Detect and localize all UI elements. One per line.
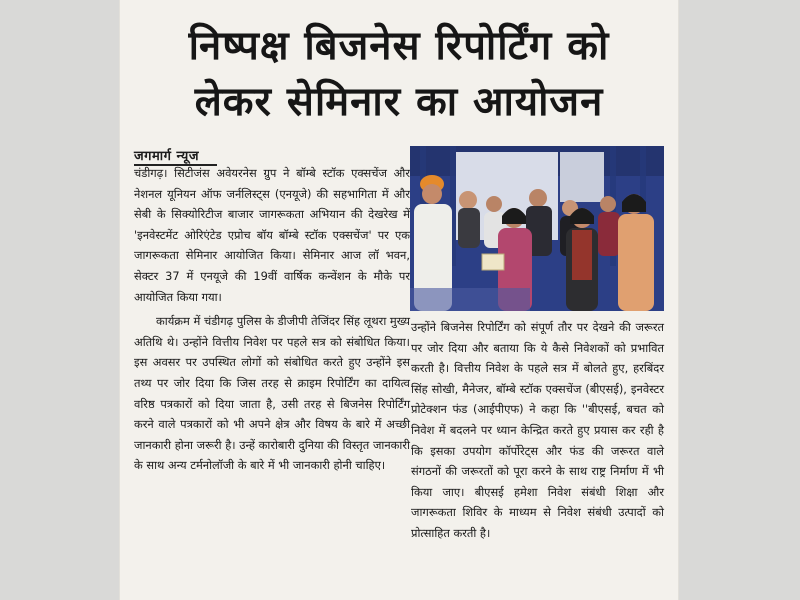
article-column-left (134, 163, 410, 476)
headline-line-1: निष्पक्ष बिजनेस रिपोर्टिंग को (188, 23, 610, 69)
event-photo (410, 146, 664, 311)
newspaper-clipping (120, 0, 678, 600)
byline: जगमार्ग न्यूज (134, 146, 217, 166)
article-column-right (411, 317, 664, 544)
paragraph: उन्होंने बिजनेस रिपोर्टिंग को संपूर्ण तौर पर देखने की जरूरत पर जोर दिया और बताया कि ये कैसे निवेशकों को प्रभावित करती है। वित्तीय निवेश के पहले सत्र में बोलते हुए, हरबिंदर सिंह सोखी, मैनेजर, बॉम्बे स्टॉक एक्सचेंज (बीएसई), इनवेस्टर प्रोटेक्शन फंड (आईपीएफ) ने कहा कि ''बीएसई, बचत को निवेश में बदलने पर ध्यान केन्द्रित करते हुए प्रयास कर रही है कि इसका उपयोग कॉर्पोरेट्स और फंड की जरूरत वाले संगठनों की जरूरतों को पूरा करने के साथ राष्ट्र निर्माण में भी किया जाए। बीएसई हमेशा निवेश संबंधी शिक्षा और जागरूकता शिविर के माध्यम से निवेश संबंधी उत्पादों को प्रोत्साहित करती है। (411, 320, 664, 540)
headline-line-2: लेकर सेमिनार का आयोजन (194, 79, 604, 125)
group-photo-icon (410, 146, 664, 311)
headline (120, 18, 678, 130)
paragraph: चंडीगढ़। सिटीजंस अवेयरनेस ग्रुप ने बॉम्बे स्टॉक एक्सचेंज और नेशनल यूनियन ऑफ जर्नलिस्ट्स (एनयूजे) की सहभागिता में और सेबी के सिक्योरिटीज बाजार जागरूकता अभियान की देखरेख में 'इनवेस्टमेंट ओरिएंटेड एप्रोच बॉय बॉम्बे स्टॉक एक्सचेंज' पर एक जागरूकता सेमिनार आयोजित किया। सेमिनार आज लॉ भवन, सेक्टर 37 में एनयूजे की 19वीं वार्षिक कन्वेंशन के मौके पर आयोजित किया गया। (134, 166, 410, 304)
paragraph: कार्यक्रम में चंडीगढ़ पुलिस के डीजीपी तेजिंदर सिंह लूथरा मुख्य अतिथि थे। उन्होंने वित्तीय निवेश पर पहले सत्र को संबोधित किया। इस अवसर पर उपस्थित लोगों को संबोधित करते हुए उन्होंने इस तथ्य पर जोर दिया कि जिस तरह से क्राइम रिपोर्टिंग का दायित्व वरिष्ठ पत्रकारों को दिया जाता है, उसी तरह से बिजनेस रिपोर्टिंग करने वाले पत्रकारों को भी अपने क्षेत्र और विषय के बारे में अच्छी जानकारी होना जरूरी है। उन्हें कारोबारी दुनिया की विस्तृत जानकारी के साथ अन्य टर्मनोलॉजी के बारे में भी जानकारी होनी चाहिए। (134, 314, 410, 473)
